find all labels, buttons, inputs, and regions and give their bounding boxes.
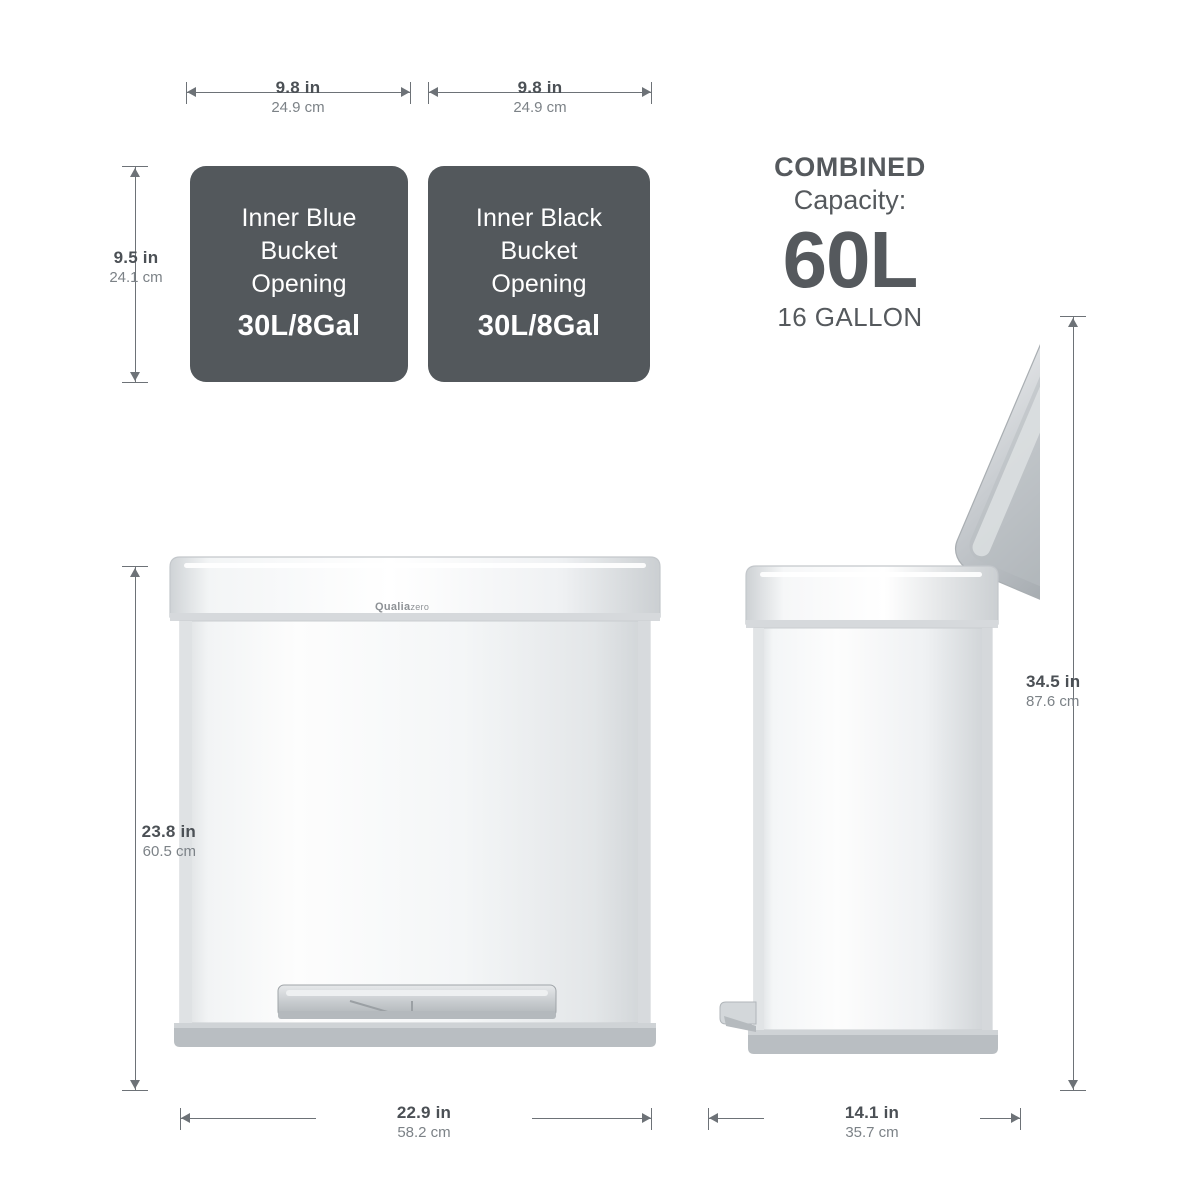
dim-arrow-opening-depth-bottom: [130, 372, 140, 381]
dim-arrow-depth-start: [709, 1113, 718, 1123]
dim-opening-left-imperial: 9.8 in: [275, 78, 321, 97]
dim-arrow-width-start: [181, 1113, 190, 1123]
brand-logo-front: [375, 601, 429, 613]
dim-opening-right-imperial: 9.8 in: [517, 78, 563, 97]
product-side-view: [710, 290, 1040, 1090]
badge-inner-blue-bucket: [190, 166, 408, 382]
dim-label-opening-depth: [88, 248, 184, 287]
product-front-view: [150, 555, 680, 1090]
dim-arrow-open-height-bottom: [1068, 1080, 1078, 1089]
dim-label-opening-left: [198, 78, 398, 117]
brand-name-front: Qualia: [375, 601, 411, 613]
dim-label-width: [316, 1103, 532, 1142]
dim-tick-depth-end: [1020, 1108, 1021, 1130]
dim-arrow-body-height-bottom: [130, 1080, 140, 1089]
dim-label-opening-right: [440, 78, 640, 117]
combined-gallons: 16 GALLON: [777, 302, 923, 332]
dim-label-open-height: [1026, 672, 1136, 711]
dim-opening-depth-imperial: 9.5 in: [113, 248, 159, 267]
dim-body-height-metric: 60.5 cm: [142, 842, 196, 860]
dim-depth-metric: 35.7 cm: [845, 1123, 899, 1141]
badge-black-line1: Inner Black: [475, 203, 603, 232]
dim-label-depth: [764, 1103, 980, 1142]
dim-opening-right-metric: 24.9 cm: [513, 98, 567, 116]
combined-label: COMBINED: [774, 152, 926, 182]
dim-arrow-width-end: [642, 1113, 651, 1123]
dim-width-metric: 58.2 cm: [397, 1123, 451, 1141]
dim-label-body-height: [86, 822, 196, 861]
dim-opening-depth-metric: 24.1 cm: [109, 268, 163, 286]
badge-blue-line1: Inner Blue: [241, 203, 357, 232]
combined-sublabel: Capacity:: [793, 185, 907, 215]
dim-open-height-metric: 87.6 cm: [1026, 692, 1080, 710]
dim-arrow-body-height-top: [130, 568, 140, 577]
dim-arrow-opening-right-start: [429, 87, 438, 97]
badge-blue-line2: Bucket: [260, 236, 338, 265]
dim-tick-opening-left-end: [410, 82, 411, 104]
dim-tick-body-height-bottom: [122, 1090, 148, 1091]
dim-tick-open-height-bottom: [1060, 1090, 1086, 1091]
combined-value: 60L: [782, 215, 918, 304]
dim-opening-left-metric: 24.9 cm: [271, 98, 325, 116]
dim-arrow-open-height-top: [1068, 318, 1078, 327]
dim-arrow-opening-right-end: [642, 87, 651, 97]
dim-width-imperial: 22.9 in: [396, 1103, 452, 1122]
dim-tick-width-end: [651, 1108, 652, 1130]
badge-black-line2: Bucket: [500, 236, 578, 265]
badge-black-line3: Opening: [491, 269, 587, 298]
dim-tick-opening-depth-bottom: [122, 382, 148, 383]
dim-arrow-opening-left-end: [401, 87, 410, 97]
badge-inner-black-bucket: [428, 166, 650, 382]
badge-blue-capacity: 30L/8Gal: [237, 309, 361, 342]
dim-arrow-opening-depth-top: [130, 168, 140, 177]
dim-arrow-opening-left-start: [187, 87, 196, 97]
dim-open-height-imperial: 34.5 in: [1026, 672, 1081, 691]
dim-tick-opening-right-end: [651, 82, 652, 104]
brand-suffix-front: zero: [410, 602, 430, 612]
badge-blue-line3: Opening: [251, 269, 347, 298]
dim-arrow-depth-end: [1011, 1113, 1020, 1123]
dim-depth-imperial: 14.1 in: [844, 1103, 900, 1122]
badge-black-capacity: 30L/8Gal: [477, 309, 601, 342]
dim-body-height-imperial: 23.8 in: [141, 822, 196, 841]
